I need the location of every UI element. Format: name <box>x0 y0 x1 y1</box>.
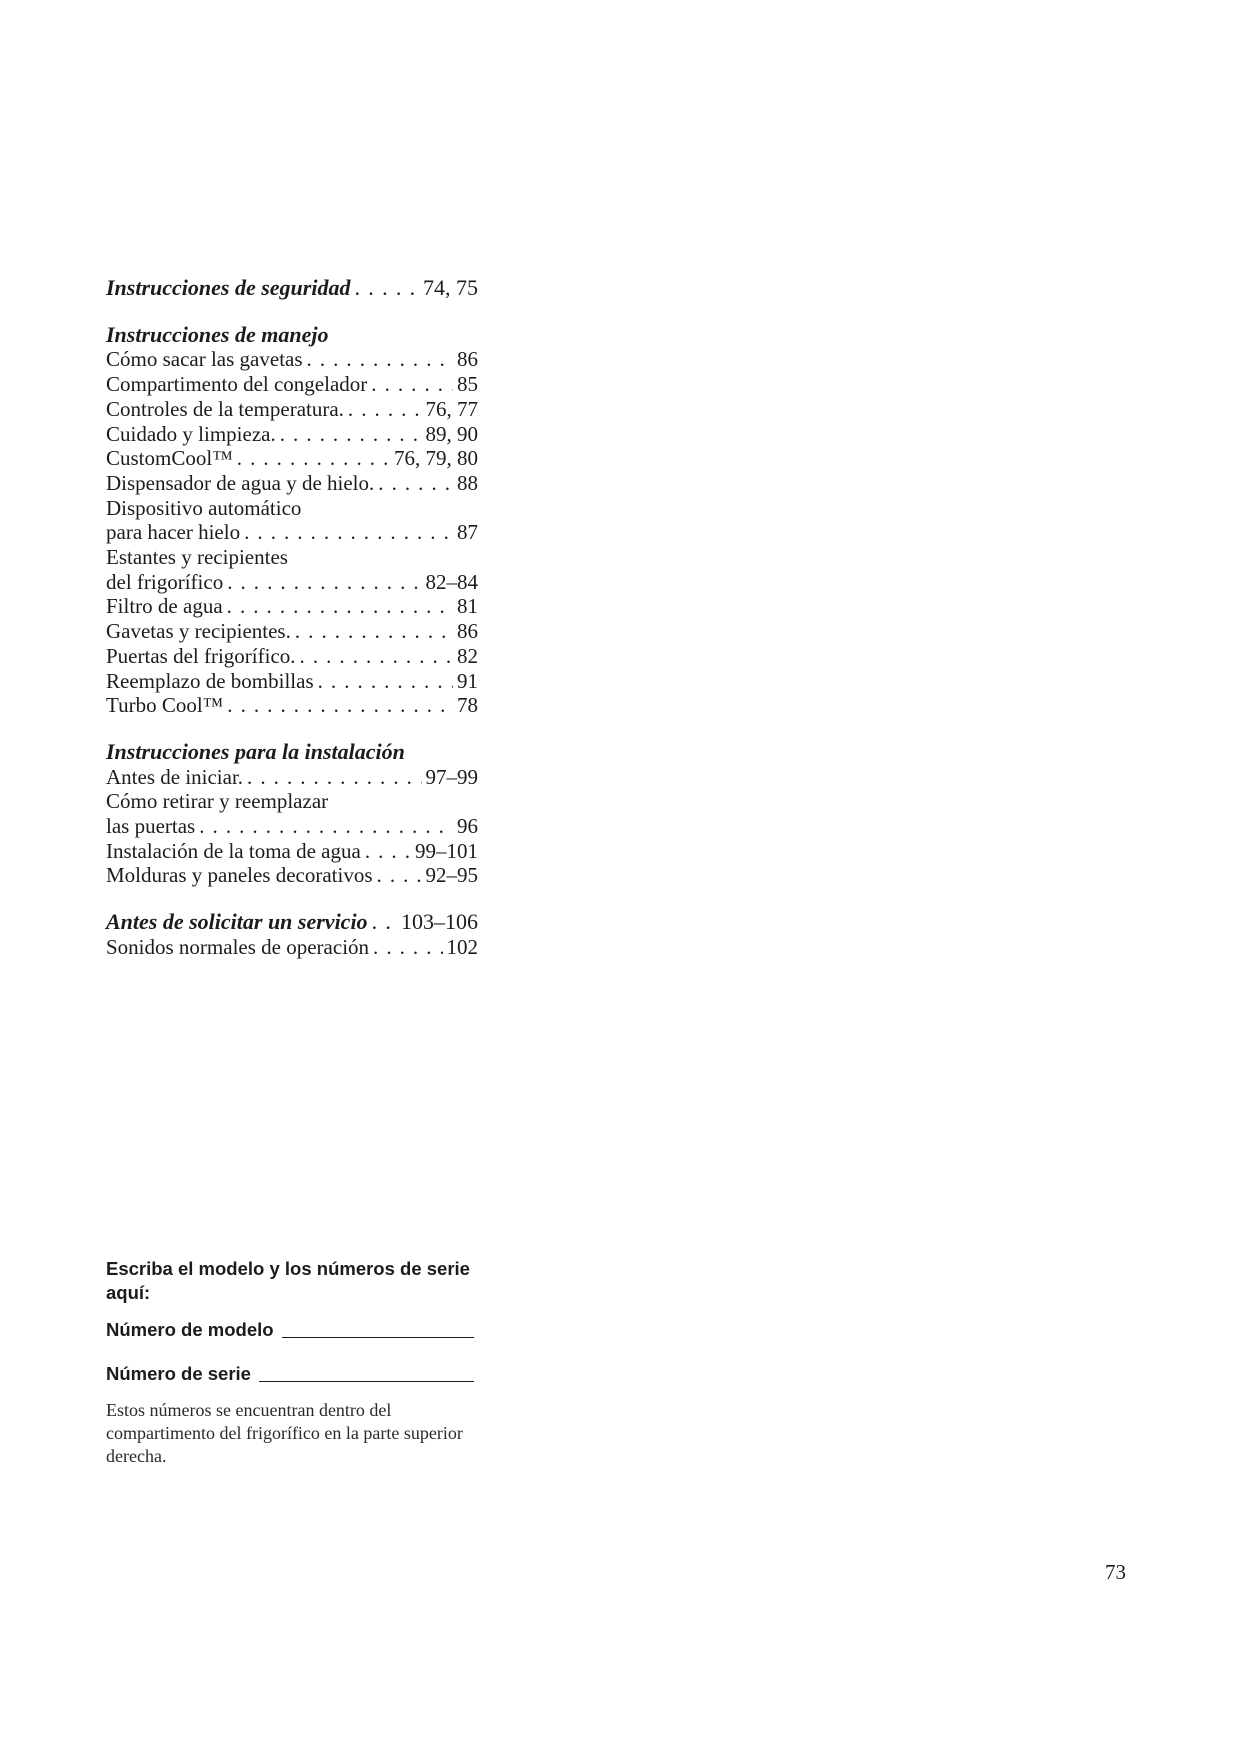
toc-entry[interactable] <box>106 644 478 669</box>
toc-entry[interactable] <box>106 863 478 888</box>
toc-pages: 103–106 <box>401 909 478 935</box>
toc-entry[interactable] <box>106 619 478 644</box>
toc-entry[interactable] <box>106 422 478 447</box>
section-heading-operating: Instrucciones de manejo <box>106 321 329 347</box>
toc-entry[interactable] <box>106 839 478 864</box>
toc-pages: 81 <box>457 594 478 619</box>
toc-pages: 88 <box>457 470 478 495</box>
toc-label-line1: Dispositivo automático <box>106 495 302 520</box>
toc-entry[interactable] <box>106 347 478 372</box>
dot-leader <box>348 397 422 422</box>
toc-entry-safety[interactable] <box>106 276 478 301</box>
toc-label: las puertas <box>106 814 196 839</box>
toc-pages: 92–95 <box>425 863 478 888</box>
dot-leader <box>280 422 422 447</box>
dot-leader <box>300 644 453 669</box>
dot-leader <box>372 910 397 935</box>
serial-note: Estos números se encuentran dentro del compartimento del frigorífico en la parte superior derecha. <box>106 1400 463 1466</box>
dot-leader <box>378 471 453 496</box>
toc-entry[interactable] <box>106 765 478 790</box>
serial-number-label: Número de serie <box>106 1363 251 1384</box>
toc-pages: 91 <box>457 668 478 693</box>
toc-label: del frigorífico <box>106 569 224 594</box>
toc-label: para hacer hielo <box>106 520 241 545</box>
toc-pages: 102 <box>446 934 478 959</box>
serial-number-blank[interactable] <box>259 1363 474 1382</box>
toc-label: Molduras y paneles decorativos <box>106 863 373 888</box>
toc-pages: 76, 77 <box>425 396 478 421</box>
dot-leader <box>295 619 453 644</box>
toc-label: Antes de iniciar. <box>106 764 244 789</box>
toc-pages: 86 <box>457 619 478 644</box>
serial-box-title: Escriba el modelo y los números de serie aquí: <box>106 1258 470 1303</box>
dot-leader <box>247 765 421 790</box>
section-heading-installation: Instrucciones para la instalación <box>106 738 405 764</box>
toc-pages: 76, 79, 80 <box>394 446 478 471</box>
toc-label: CustomCool™ <box>106 446 233 471</box>
toc-entry[interactable] <box>106 594 478 619</box>
dot-leader <box>227 570 421 595</box>
toc-entry[interactable] <box>106 693 478 718</box>
toc-pages: 82–84 <box>425 569 478 594</box>
dot-leader <box>377 863 422 888</box>
toc-label-line1: Cómo retirar y reemplazar <box>106 789 329 814</box>
dot-leader <box>371 372 453 397</box>
toc-pages: 99–101 <box>415 838 478 863</box>
toc-label: Controles de la temperatura. <box>106 396 344 421</box>
toc-label: Turbo Cool™ <box>106 693 224 718</box>
toc-pages: 87 <box>457 520 478 545</box>
toc-label: Instalación de la toma de agua <box>106 838 361 863</box>
model-number-blank[interactable] <box>282 1319 474 1338</box>
toc-entry[interactable] <box>106 446 478 471</box>
dot-leader <box>227 594 453 619</box>
toc-label: Reemplazo de bombillas <box>106 668 314 693</box>
toc-label: Instrucciones de seguridad <box>106 275 351 300</box>
dot-leader <box>227 693 453 718</box>
toc-label: Cuidado y limpieza. <box>106 421 276 446</box>
toc-entry[interactable] <box>106 520 478 545</box>
serial-number-box <box>106 1257 474 1468</box>
dot-leader <box>354 276 419 301</box>
toc-pages: 82 <box>457 643 478 668</box>
serial-number-field[interactable] <box>106 1361 474 1385</box>
toc-pages: 96 <box>457 814 478 839</box>
dot-leader <box>307 347 453 372</box>
dot-leader <box>373 935 442 960</box>
page-number: 73 <box>1105 1560 1126 1584</box>
toc-pages: 97–99 <box>425 764 478 789</box>
dot-leader <box>244 520 453 545</box>
toc-entry-sounds[interactable] <box>106 935 478 960</box>
toc-label: Cómo sacar las gavetas <box>106 347 303 372</box>
dot-leader <box>318 669 453 694</box>
toc-pages: 78 <box>457 693 478 718</box>
toc-label: Filtro de agua <box>106 594 223 619</box>
toc-pages: 74, 75 <box>423 275 478 300</box>
toc-label: Sonidos normales de operación <box>106 934 370 959</box>
model-number-label: Número de modelo <box>106 1319 274 1340</box>
toc-entry[interactable] <box>106 814 478 839</box>
toc-label: Gavetas y recipientes. <box>106 619 291 644</box>
toc-pages: 89, 90 <box>425 421 478 446</box>
table-of-contents <box>106 276 478 960</box>
toc-label-line1: Estantes y recipientes <box>106 545 288 570</box>
toc-entry[interactable] <box>106 570 478 595</box>
dot-leader <box>237 446 390 471</box>
toc-label: Dispensador de agua y de hielo. <box>106 470 375 495</box>
toc-pages: 86 <box>457 347 478 372</box>
toc-entry-service[interactable] <box>106 910 478 935</box>
toc-entry[interactable] <box>106 471 478 496</box>
toc-label: Puertas del frigorífico. <box>106 643 296 668</box>
dot-leader <box>365 839 411 864</box>
model-number-field[interactable] <box>106 1317 474 1341</box>
toc-label: Antes de solicitar un servicio <box>106 909 368 935</box>
toc-entry[interactable] <box>106 372 478 397</box>
dot-leader <box>199 814 453 839</box>
toc-pages: 85 <box>457 372 478 397</box>
toc-entry[interactable] <box>106 397 478 422</box>
toc-label: Compartimento del congelador <box>106 372 368 397</box>
toc-entry[interactable] <box>106 669 478 694</box>
